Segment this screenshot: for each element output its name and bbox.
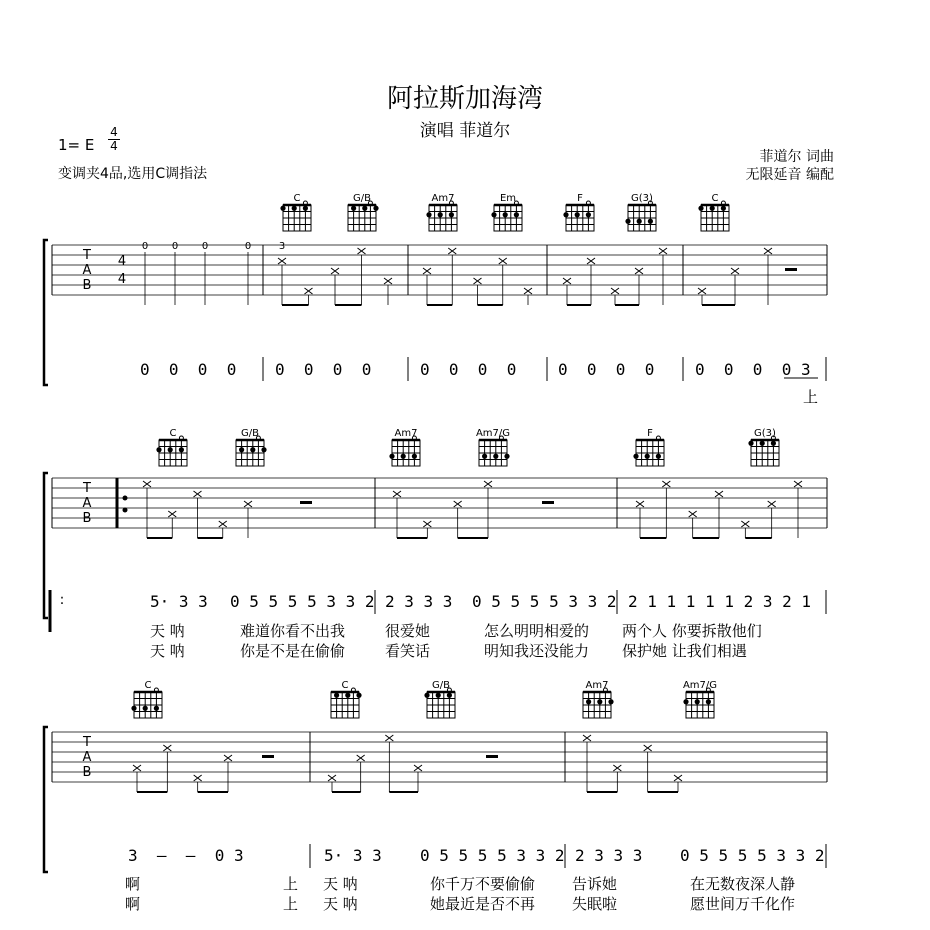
chord-dot [586,699,591,704]
chord-dot [695,699,700,704]
note-x [794,481,802,487]
note-x [423,521,431,527]
jianpu-group: 0 0 0 0 3 [695,360,811,379]
note-x [689,511,697,517]
song-title: 阿拉斯加海湾 [386,84,543,114]
jianpu-group: 0 0 0 0 [140,360,237,379]
chord-name-1: G/B [353,193,371,204]
chord-dot [280,206,285,211]
note-x [583,735,591,741]
note-x [563,278,571,284]
note-x [357,755,365,761]
chord-dot [645,454,650,459]
lyric-line-1: 你千万不要偷偷 [430,875,536,893]
note-x [715,491,723,497]
meter-top: 4 [110,125,118,139]
note-x [484,481,492,487]
chord-dot [239,447,244,452]
chord-name-0: C [293,193,301,204]
chord-dot [303,206,308,211]
note-x [499,258,507,264]
note-x [524,288,532,294]
jianpu-group: 2 3 3 3 [385,592,453,611]
rest-half [785,268,797,271]
chord-name-21: C [341,680,349,691]
lyric-line-2: 你是不是在偷偷 [240,642,346,660]
tab-letter-a: A [82,263,92,278]
chord-dot [154,706,159,711]
lyric-line-2: 她最近是否不再 [430,895,536,913]
chord-name-6: C [711,193,719,204]
system-bracket [44,727,48,872]
tab-fret-zero: 0 [244,241,252,252]
chord-dot [721,206,726,211]
note-x [662,481,670,487]
song-subtitle: 演唱 菲道尔 [419,121,511,141]
chord-dot [748,441,753,446]
tab-fret-zero: 0 [141,241,149,252]
chord-dot [633,454,638,459]
note-x [414,765,422,771]
chord-dot [771,441,776,446]
jianpu-group: 5· 3 3 [324,846,382,865]
chord-dot [438,212,443,217]
lyric-pickup: 上 [803,388,819,406]
chord-name-20: C [144,680,152,691]
chord-dot [656,454,661,459]
note-x [636,501,644,507]
tab-fret-zero: 0 [171,241,179,252]
note-x [659,248,667,254]
chord-dot [597,699,602,704]
tab-letter-b: B [82,765,92,780]
note-x [698,288,706,294]
lyric-line-1: 上 [283,875,299,893]
tab-fret-three: 3 [278,241,286,252]
note-x [393,491,401,497]
jianpu-group: 0 5 5 5 5 3 3 2 [420,846,565,865]
chord-dot [426,212,431,217]
chord-dot [356,693,361,698]
chord-dot [491,212,496,217]
chord-dot [401,454,406,459]
system-bracket [44,473,48,618]
note-x [194,775,202,781]
note-x [219,521,227,527]
jianpu-group: 0 0 0 0 [558,360,655,379]
note-x [224,755,232,761]
note-x [613,765,621,771]
chord-dot [514,212,519,217]
chord-dot [345,693,350,698]
note-x [635,268,643,274]
chord-dot [563,212,568,217]
jianpu-group: 2 1 1 1 1 1 2 3 2 1 [628,592,812,611]
repeat-colon: : [59,592,65,608]
chord-dot [493,454,498,459]
rest-half [486,755,498,758]
chord-name-10: C [169,428,177,439]
chord-dot [143,706,148,711]
chord-name-13: Am7/G [475,428,511,439]
lyric-line-1: 告诉她 [572,875,618,893]
note-x [423,268,431,274]
note-x [244,501,252,507]
chord-name-15: G(3) [754,428,776,439]
note-x [278,258,286,264]
jianpu-group: 0 0 0 0 [420,360,517,379]
chord-name-4: F [577,193,583,204]
chord-dot [424,693,429,698]
chord-name-11: G/B [241,428,259,439]
lyric-line-1: 两个人 你要拆散他们 [622,622,762,640]
chord-dot [351,206,356,211]
lyric-line-2: 看笑话 [385,642,431,660]
note-x [384,278,392,284]
chord-name-14: F [647,428,653,439]
lyric-line-1: 天 呐 [150,622,185,640]
chord-dot [503,212,508,217]
chord-dot [760,441,765,446]
credit-arrange: 无限延音 编配 [745,167,834,183]
system-bracket [44,240,48,385]
tab-letter-b: B [82,278,92,293]
repeat-dot [123,496,128,501]
tab-fret-zero: 0 [201,241,209,252]
note-x [194,491,202,497]
lyric-line-2: 明知我还没能力 [484,642,590,660]
note-x [168,511,176,517]
chord-dot [710,206,715,211]
chord-dot [648,219,653,224]
note-x [143,481,151,487]
rest-half [542,501,554,504]
chord-dot [447,693,452,698]
meter-bottom: 4 [110,139,118,153]
lyric-line-2: 愿世间万千化作 [690,895,796,913]
tab-letter-t: T [83,481,91,496]
chord-dot [482,454,487,459]
note-x [163,745,171,751]
chord-dot [706,699,711,704]
lyric-line-1: 啊 [125,875,141,893]
credit-lyrics: 菲道尔 词曲 [759,149,834,165]
jianpu-group: 0 5 5 5 5 3 3 2 [472,592,617,611]
chord-dot [261,447,266,452]
rest-half [300,501,312,504]
tab-letter-t: T [83,248,91,263]
tab-meter-top: 4 [117,254,127,269]
chord-name-3: Em [499,193,517,204]
chord-dot [131,706,136,711]
note-x [741,521,749,527]
lyric-line-2: 天 呐 [150,642,185,660]
note-x [454,501,462,507]
jianpu-group: 0 0 0 0 [275,360,372,379]
tab-letter-b: B [82,511,92,526]
lyric-line-1: 怎么明明相爱的 [484,622,590,640]
note-x [133,765,141,771]
note-x [764,248,772,254]
note-x [611,288,619,294]
note-x [731,268,739,274]
chord-name-24: Am7/G [682,680,718,691]
chord-dot [373,206,378,211]
note-x [358,248,366,254]
chord-name-2: Am7 [431,193,455,204]
chord-name-23: Am7 [585,680,609,691]
chord-dot [168,447,173,452]
note-x [328,775,336,781]
chord-dot [362,206,367,211]
chord-dot [504,454,509,459]
tab-letter-a: A [82,750,92,765]
lyric-line-1: 在无数夜深人静 [690,875,796,893]
jianpu-group: 2 3 3 3 [575,846,643,865]
chord-dot [637,219,642,224]
lyric-line-2: 上 [283,895,299,913]
chord-dot [412,454,417,459]
note-x [674,775,682,781]
jianpu-group: 0 5 5 5 5 3 3 2 [230,592,375,611]
chord-dot [625,219,630,224]
lyric-line-2: 失眠啦 [572,895,618,913]
lyric-line-2: 啊 [125,895,141,913]
lyric-line-1: 天 呐 [323,875,358,893]
chord-name-22: G/B [432,680,450,691]
tab-letter-a: A [82,496,92,511]
capo-note: 变调夹4品,选用C调指法 [58,166,208,182]
chord-dot [449,212,454,217]
tab-meter-bottom: 4 [117,272,127,287]
chord-dot [575,212,580,217]
chord-dot [586,212,591,217]
chord-dot [683,699,688,704]
lyric-line-2: 保护她 让我们相遇 [622,642,747,660]
chord-dot [334,693,339,698]
jianpu-group: 0 5 5 5 5 3 3 2 [680,846,825,865]
chord-dot [608,699,613,704]
chord-dot [250,447,255,452]
chord-dot [292,206,297,211]
tab-letter-t: T [83,735,91,750]
note-x [474,278,482,284]
jianpu-group: 3 — — 0 3 [128,846,244,865]
chord-dot [179,447,184,452]
chord-dot [156,447,161,452]
note-x [587,258,595,264]
repeat-dot [123,508,128,513]
note-x [305,288,313,294]
lyric-line-2: 天 呐 [323,895,358,913]
chord-dot [389,454,394,459]
chord-name-5: G(3) [631,193,653,204]
chord-dot [698,206,703,211]
rest-half [262,755,274,758]
chord-name-12: Am7 [394,428,418,439]
key-signature: 1= E [58,136,95,154]
note-x [331,268,339,274]
chord-dot [436,693,441,698]
jianpu-group: 5· 3 3 [150,592,208,611]
lyric-line-1: 很爱她 [385,622,431,640]
note-x [644,745,652,751]
lyric-line-1: 难道你看不出我 [240,622,346,640]
note-x [385,735,393,741]
note-x [768,501,776,507]
note-x [448,248,456,254]
